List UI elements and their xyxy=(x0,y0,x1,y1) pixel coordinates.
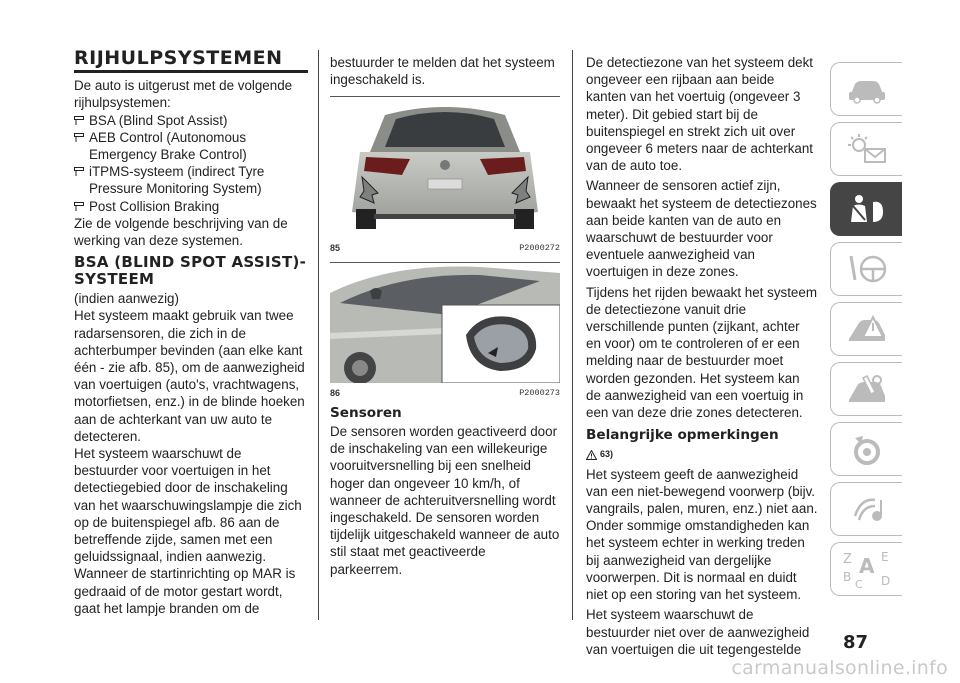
tab-maintenance[interactable] xyxy=(830,362,902,416)
list-item-label: Post Collision Braking xyxy=(89,198,220,214)
column-divider xyxy=(318,50,319,620)
subheading-sensoren: Sensoren xyxy=(330,404,402,421)
multimedia-icon xyxy=(845,492,889,526)
paragraph: Het systeem waarschuwt de bestuurder voor voertuigen in het detectiegebied door de inschakeling van het waarschuwingslampje die zich op de buitenspiegel afb. 86 aan de betreffende zijde, samen met een geluidssignaal, indien aanwezig. Wanneer de startinrichting op MAR is gedraaid of de motor gestart wordt, gaat het lampje branden om de xyxy=(74,446,302,616)
column-divider xyxy=(572,50,573,620)
chapter-tabs xyxy=(830,62,902,602)
tab-technical-data[interactable] xyxy=(830,422,902,476)
index-letter: C xyxy=(854,578,863,589)
list-item-label: AEB Control (Autonomous Emergency Brake Control) xyxy=(89,129,247,163)
bullet-icon xyxy=(74,167,84,176)
seatbelt-airbag-icon xyxy=(845,192,889,226)
index-letter: B xyxy=(842,570,851,584)
figure-caption xyxy=(330,242,560,254)
bullet-icon xyxy=(74,133,84,142)
page-number: 87 xyxy=(842,632,868,653)
side-mirror-image xyxy=(330,263,560,383)
steering-key-icon xyxy=(845,252,889,286)
tab-index[interactable] xyxy=(830,542,902,596)
paragraph: De detectiezone van het systeem dekt ongeveer een rijbaan aan beide kanten van het voertuig (ongeveer 3 meter). Dit gebied start bij de buitenspiegel en strekt zich uit over ongeveer 6 meters naar de achterkant van de auto toe. xyxy=(586,55,814,174)
warning-triangle-icon xyxy=(586,450,597,460)
subheading-opmerkingen: Belangrijke opmerkingen xyxy=(586,427,779,444)
maintenance-icon xyxy=(845,372,889,406)
warning-ref-number: 63) xyxy=(600,449,614,460)
list-item xyxy=(74,112,308,129)
page-title: RIJHULPSYSTEMEN xyxy=(74,50,308,73)
outro-text: Zie de volgende beschrijving van de werking van deze systemen. xyxy=(74,215,288,249)
intro-text: De auto is uitgerust met de volgende rijhulpsystemen: xyxy=(74,78,293,111)
tab-safety[interactable] xyxy=(830,182,902,236)
watermark: carmanualsonline.info xyxy=(731,657,948,679)
section-heading: BSA (BLIND SPOT ASSIST)-SYSTEEM xyxy=(74,253,307,289)
figure-86 xyxy=(330,262,560,399)
index-letter: Z xyxy=(842,552,852,567)
list-item xyxy=(74,163,308,197)
index-icon xyxy=(841,549,893,589)
tab-multimedia[interactable] xyxy=(830,482,902,536)
figure-number: 85 xyxy=(330,242,341,253)
emergency-icon xyxy=(845,313,889,345)
optional-note: (indien aanwezig) xyxy=(74,291,179,307)
paragraph: Tijdens het rijden bewaakt het systeem de detectiezone vanuit drie verschillende punten (zijkant, achter en voor) om te controleren of er een melding naar de bestuurder moet worden gezonden. Het systeem kan de aanwezigheid van een voertuig in een van deze drie zones detecteren. xyxy=(586,284,817,421)
paragraph: bestuurder te melden dat het systeem ingeschakeld is. xyxy=(330,55,555,88)
figure-number: 86 xyxy=(330,387,341,398)
tab-emergency[interactable] xyxy=(830,302,902,356)
column-right xyxy=(586,54,818,658)
paragraph: Het systeem maakt gebruik van twee radarsensoren, die zich in de achterbumper bevinden (aan elke kant één - zie afb. 85), om de aanwezigheid van voertuigen (auto's, vrachtwagens, motorfietsen, enz.) in de blinde hoeken aan de achterkant van uw auto te detecteren. xyxy=(74,308,305,444)
tab-warning-lights[interactable] xyxy=(830,122,902,176)
figure-code: P2000273 xyxy=(519,387,560,398)
car-rear-image xyxy=(330,97,560,237)
technical-data-icon xyxy=(845,432,889,466)
list-item-label: BSA (Blind Spot Assist) xyxy=(89,112,228,128)
list-item xyxy=(74,198,308,215)
column-left xyxy=(74,47,308,617)
car-dashboard-icon xyxy=(845,74,889,104)
index-letter: A xyxy=(858,554,874,578)
paragraph: Het systeem geeft de aanwezigheid van een niet-bewegend voorwerp (bijv. vangrails, palen, muren, enz.) niet aan. Onder sommige omstandigheden kan het systeem echter in werking treden bij aanwezigheid van dergelijke voorwerpen. Dit is normaal en duidt niet op een storing van het systeem. xyxy=(586,466,818,603)
figure-code: P2000272 xyxy=(519,242,560,253)
list-item-label: iTPMS-systeem (indirect Tyre Pressure Monitoring System) xyxy=(89,164,265,197)
tab-car-dashboard[interactable] xyxy=(830,62,902,116)
figure-caption xyxy=(330,387,560,399)
bullet-icon xyxy=(74,202,84,211)
paragraph: Het systeem waarschuwt de bestuurder niet over de aanwezigheid van voertuigen die uit tegengestelde xyxy=(586,607,810,657)
bullet-icon xyxy=(74,116,84,125)
list-item xyxy=(74,129,308,163)
index-letter: D xyxy=(880,574,890,588)
paragraph: De sensoren worden geactiveerd door de inschakeling van een willekeurige vooruitversnelling bij een snelheid hoger dan ongeveer 10 km/h, of wanneer de achteruitversnelling wordt ingeschakeld. De sensoren worden tijdelijk uitgeschakeld wanneer de auto stil staat met geactiveerde parkeerrem. xyxy=(330,424,560,577)
paragraph: Wanneer de sensoren actief zijn, bewaakt het systeem de detectiezones aan beide kanten van de auto en waarschuwt de bestuurder voor eventuele aanwezigheid van voertuigen in deze zones. xyxy=(586,178,817,280)
figure-85 xyxy=(330,96,560,253)
warning-lights-icon xyxy=(845,133,889,165)
column-middle xyxy=(330,54,560,578)
tab-starting-driving[interactable] xyxy=(830,242,902,296)
index-letter: E xyxy=(880,550,889,564)
warning-reference xyxy=(586,446,818,463)
